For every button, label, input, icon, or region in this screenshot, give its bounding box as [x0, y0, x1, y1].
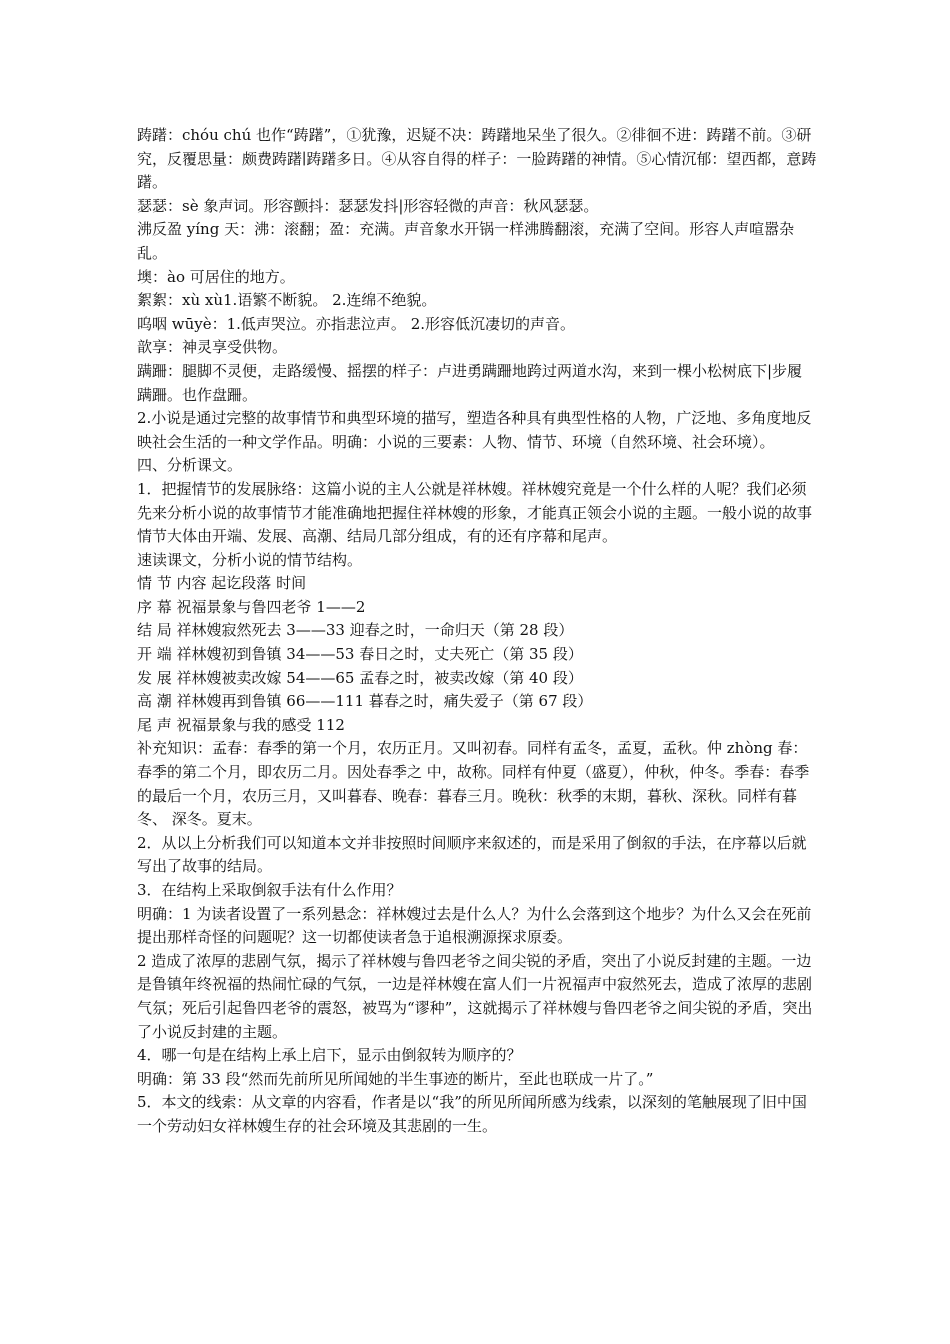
definition-panshan: 蹒跚：腿脚不灵便，走路缓慢、摇摆的样子：卢进勇蹒跚地跨过两道水沟，来到一棵小松树底下|步履蹒跚。也作盘跚。	[137, 361, 803, 404]
definition-sese: 瑟瑟：sè 象声词。形容颤抖：瑟瑟发抖|形容轻微的声音：秋风瑟瑟。	[137, 196, 599, 215]
document-body	[137, 124, 817, 1139]
plot-row-climax: 高 潮 祥林嫂再到鲁镇 66——111 暮春之时，痛失爱子（第 67 段）	[137, 692, 593, 711]
plot-structure-instruction: 速读课文，分析小说的情节结构。	[137, 550, 363, 569]
analysis-point-3: 3．在结构上采取倒叙手法有什么作用？	[137, 881, 402, 899]
plot-row-ending: 结 局 祥林嫂寂然死去 3——33 迎春之时，一命归天（第 28 段）	[137, 621, 574, 640]
supplementary-knowledge: 补充知识：孟春：春季的第一个月，农历正月。又叫初春。同样有孟冬，孟夏，孟秋。仲 zhòng 春：春季的第二个月，即农历二月。因处春季之 中，故称。同样有仲夏（盛夏），仲秋，仲冬。季春：春季的最后一个月，农历三月，又叫暮春、晚春：暮春三月。晚秋：秋季的末期，暮秋、深秋。同样有暮冬、 深冬。夏末。	[137, 739, 810, 829]
definition-xinxiang: 歆享：神灵享受供物。	[137, 338, 288, 357]
definition-ao: 墺：ào 可居住的地方。	[137, 267, 295, 286]
section-heading-analysis: 四、分析课文。	[137, 456, 243, 475]
plot-row-beginning: 开 端 祥林嫂初到鲁镇 34——53 春日之时，丈夫死亡（第 35 段）	[137, 645, 583, 664]
answer-3-part-2: 2 造成了浓厚的悲剧气氛，揭示了祥林嫂与鲁四老爷之间尖锐的矛盾，突出了小说反封建的主题。一边是鲁镇年终祝福的热闹忙碌的气氛，一边是祥林嫂在富人们一片祝福声中寂然死去，造成了浓厚的悲剧气氛；死后引起鲁四老爷的震怒，被骂为“谬种”，这就揭示了祥林嫂与鲁四老爷之间尖锐的矛盾，突出了小说反封建的主题。	[137, 951, 813, 1041]
definition-xuxu: 絮絮：xù xù1.语繁不断貌。 2.连绵不绝貌。	[137, 291, 437, 310]
answer-3-part-1: 明确：1 为读者设置了一系列悬念：祥林嫂过去是什么人？为什么会落到这个地步？为什么又会在死前提出那样奇怪的问题呢？这一切都使读者急于追根溯源探求原委。	[137, 904, 812, 947]
answer-4: 明确：第 33 段“然而先前所见所闻她的半生事迹的断片，至此也联成一片了。”	[137, 1069, 654, 1088]
definition-chouchu: 踌躇：chóu chú 也作“踌躇”，①犹豫，迟疑不决：踌躇地呆坐了很久。②徘徊不进：踌躇不前。③研究，反覆思量：颇费踌躇∣踌躇多日。④从容自得的样子：一脸踌躇的神情。⑤心情沉郁：望西都，意踌躇。	[137, 126, 817, 192]
novel-definition: 2.小说是通过完整的故事情节和典型环境的描写，塑造各种具有典型性格的人物，广泛地、多角度地反映社会生活的一种文学作品。明确：小说的三要素：人物、情节、环境（自然环境、社会环境）。	[137, 409, 812, 451]
plot-row-development: 发 展 祥林嫂被卖改嫁 54——65 孟春之时，被卖改嫁（第 40 段）	[137, 668, 583, 687]
analysis-point-2: 2．从以上分析我们可以知道本文并非按照时间顺序来叙述的，而是采用了倒叙的手法，在序幕以后就写出了故事的结局。	[137, 833, 807, 876]
plot-table-header: 情 节 内容 起讫段落 时间	[137, 574, 307, 593]
analysis-point-5: 5．本文的线索：从文章的内容看，作者是以“我”的所见所闻所感为线索，以深刻的笔触展现了旧中国一个劳动妇女祥林嫂生存的社会环境及其悲剧的一生。	[137, 1093, 807, 1135]
plot-analysis-intro: 1．把握情节的发展脉络：这篇小说的主人公就是祥林嫂。祥林嫂究竟是一个什么样的人呢？我们必须先来分析小说的故事情节才能准确地把握住祥林嫂的形象，才能真正领会小说的主题。一般小说的故事情节大体由开端、发展、高潮、结局几部分组成，有的还有序幕和尾声。	[137, 479, 813, 546]
plot-row-epilogue: 尾 声 祝福景象与我的感受 112	[137, 715, 345, 734]
plot-row-prologue: 序 幕 祝福景象与鲁四老爷 1——2	[137, 597, 366, 616]
definition-feifanyingtian: 沸反盈 yíng 天：沸：滚翻；盈：充满。声音象水开锅一样沸腾翻滚，充满了空间。形容人声喧嚣杂乱。	[137, 220, 795, 262]
definition-wuye: 呜咽 wūyè：1.低声哭泣。亦指悲泣声。 2.形容低沉凄切的声音。	[137, 314, 576, 333]
analysis-point-4: 4．哪一句是在结构上承上启下，显示由倒叙转为顺序的？	[137, 1046, 522, 1065]
